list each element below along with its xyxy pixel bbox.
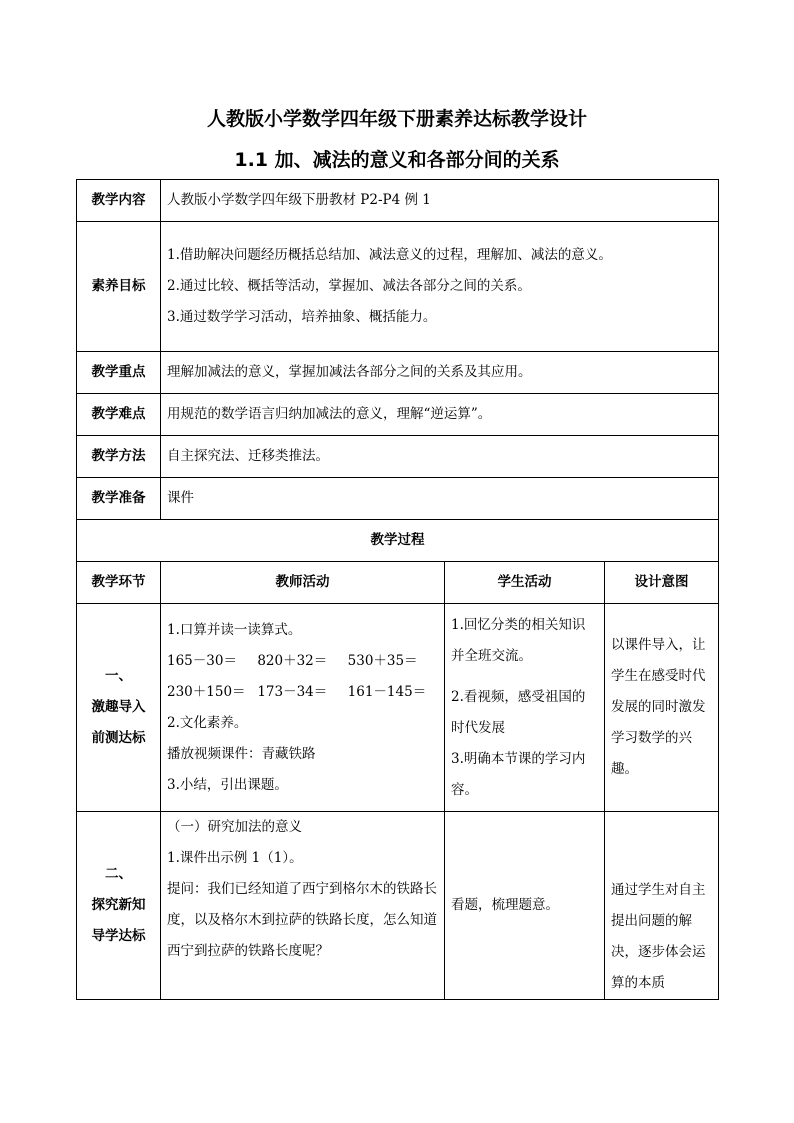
value-preparation: 课件 <box>161 478 719 520</box>
row-stage-1 <box>77 604 719 812</box>
row-teaching-content <box>77 180 719 222</box>
stage-1-intent: 以课件导入，让学生在感受时代发展的同时激发学习数学的兴趣。 <box>605 604 719 812</box>
value-difficulty: 用规范的数学语言归纳加减法的意义，理解“逆运算”。 <box>161 394 719 436</box>
row-key-point <box>77 352 719 394</box>
calc-item: 165－30＝ <box>167 652 237 669</box>
label-difficulty: 教学难点 <box>77 394 161 436</box>
row-difficulty <box>77 394 719 436</box>
calc-item: 173－34＝ <box>257 683 328 700</box>
header-teacher-activity: 教师活动 <box>161 562 445 604</box>
document-title: 人教版小学数学四年级下册素养达标教学设计 <box>206 108 587 130</box>
stage-1-student-3: 3.明确本节课的学习内容。 <box>451 750 586 798</box>
value-key-point: 理解加减法的意义，掌握加减法各部分之间的关系及其应用。 <box>161 352 719 394</box>
calc-item: 161－145＝ <box>347 683 427 700</box>
header-design-intent: 设计意图 <box>605 562 719 604</box>
stage-2-intent: 通过学生对自主提出问题的解决，逐步体会运算的本质 <box>605 812 719 1000</box>
lesson-title: 1.1 加、减法的意义和各部分间的关系 <box>234 149 560 171</box>
stage-1-teacher-item2: 2.文化素养。 <box>167 714 248 731</box>
lesson-plan-table <box>76 179 719 1000</box>
row-preparation <box>77 478 719 520</box>
label-preparation: 教学准备 <box>77 478 161 520</box>
stage-1-teacher-item3: 3.小结，引出课题。 <box>167 776 288 793</box>
calc-item: 530＋35＝ <box>347 652 418 669</box>
row-process-title <box>77 520 719 562</box>
label-method: 教学方法 <box>77 436 161 478</box>
stage-1-teacher <box>161 604 445 812</box>
row-literacy-goals <box>77 222 719 352</box>
goal-item-2: 2.通过比较、概括等活动，掌握加、减法各部分之间的关系。 <box>167 278 531 294</box>
row-method <box>77 436 719 478</box>
value-teaching-content: 人教版小学数学四年级下册教材 P2-P4 例 1 <box>161 180 719 222</box>
stage-1-student <box>445 604 605 812</box>
calc-row-1 <box>167 646 438 677</box>
calc-row-2 <box>167 677 438 708</box>
goal-item-1: 1.借助解决问题经历概括总结加、减法意义的过程，理解加、减法的意义。 <box>167 247 612 263</box>
stage-2-student: 看题，梳理题意。 <box>445 812 605 1000</box>
process-title: 教学过程 <box>77 520 719 562</box>
goal-item-3: 3.通过数学学习活动，培养抽象、概括能力。 <box>167 309 437 325</box>
header-stage: 教学环节 <box>77 562 161 604</box>
label-teaching-content: 教学内容 <box>77 180 161 222</box>
stage-2-teacher-sub1: （一）研究加法的意义 <box>167 819 302 835</box>
row-stage-2 <box>77 812 719 1000</box>
stage-1-teacher-video: 播放视频课件：青藏铁路 <box>167 745 316 762</box>
stage-2-teacher-item1: 1.课件出示例 1（1）。 <box>167 850 303 866</box>
calc-item: 820＋32＝ <box>257 652 328 669</box>
value-literacy-goals <box>161 222 719 352</box>
stage-1-student-2: 2.看视频，感受祖国的时代发展 <box>451 688 586 736</box>
label-literacy-goals: 素养目标 <box>77 222 161 352</box>
row-process-headers <box>77 562 719 604</box>
value-method: 自主探究法、迁移类推法。 <box>161 436 719 478</box>
header-student-activity: 学生活动 <box>445 562 605 604</box>
stage-1-student-1: 1.回忆分类的相关知识并全班交流。 <box>451 616 586 664</box>
stage-2-name: 二、 探究新知 导学达标 <box>77 812 161 1000</box>
calc-item: 230＋150＝ <box>167 683 246 700</box>
stage-2-teacher-question: 提问：我们已经知道了西宁到格尔木的铁路长度，以及格尔木到拉萨的铁路长度，怎么知道西宁到拉萨的铁路长度呢？ <box>167 881 437 959</box>
stage-1-teacher-intro: 1.口算并读一读算式。 <box>167 621 302 638</box>
label-key-point: 教学重点 <box>77 352 161 394</box>
stage-2-teacher <box>161 812 445 1000</box>
stage-1-name: 一、 激趣导入 前测达标 <box>77 604 161 812</box>
